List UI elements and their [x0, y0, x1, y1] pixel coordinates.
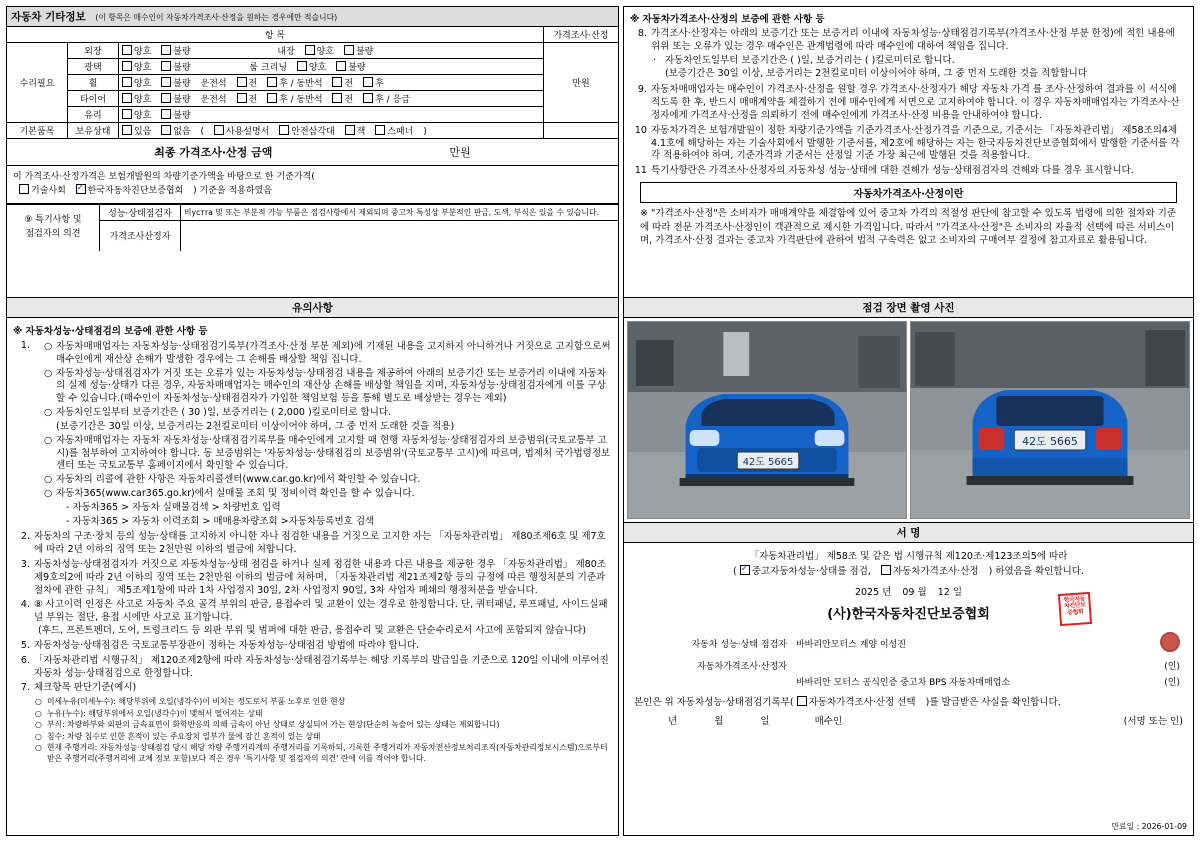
expiry-date: 만료일 : 2026-01-09 [1111, 822, 1187, 831]
etc-info-title-note: (이 항목은 매수인이 자동차가격조사·산정을 원하는 경우에만 적습니다) [95, 13, 338, 22]
opt-roomcleaning-good[interactable]: 양호 [297, 60, 326, 73]
label-tire-driver: 운전석 [200, 95, 227, 105]
opt-tire-good[interactable]: 양호 [122, 92, 151, 105]
photo-bar: 점검 장면 촬영 사진 [624, 298, 1193, 318]
col-price-header: 가격조사·산정 [543, 27, 618, 43]
opt-tire-pass-rear[interactable]: 후 / 응급 [363, 92, 410, 105]
cell-glass-opts [119, 107, 544, 123]
photo-section [623, 298, 1194, 523]
photo-front[interactable] [627, 321, 907, 519]
etc-info-section [6, 6, 619, 298]
opt-basis-kadga[interactable]: ✓ 한국자동차진단보증협회 [76, 184, 184, 198]
opt-basis-engineering[interactable]: 기술사회 [19, 184, 66, 198]
notice-section [6, 298, 619, 836]
notice-item-2: 2. 자동차의 구조·장치 등의 성능·상태를 고지하지 아니한 자나 점검한 내용을 거짓으로 고지한 자는 「자동차관리법」 제80조제6호 및 제7호에 따라 2년 이하의 징역 또는 2천만원 이하의 벌금에 처합니다. [20, 531, 606, 556]
cell-polish-label: 광택 [68, 59, 119, 75]
notice-item-3: 3. 자동차성능·상태점검자가 거짓으로 자동차성능·상태 점검을 하거나 실제 점검한 내용과 다른 내용을 제공한 경우 「자동차관리법」 제80조제9호의2에 따라 2년 이하의 징역 또는 2천만원 이하의 벌금에 처하며, 「자동차관리법 제21조제2항 등의 규정에 따른 행정처분의 기준과 절차에 관한 규칙」 제5조제1항에 따라 1차 사업정지 30일, 2차 사업정지 90일, 3차 사업자 폐쇄의 행정처분을 받습니다. [20, 559, 606, 596]
col-item-header: 항 목 [7, 27, 543, 43]
opt-tire-driver-rear[interactable]: 후 / 동반석 [267, 92, 323, 105]
opinion-table [7, 204, 618, 251]
opt-interior-good[interactable]: 양호 [305, 44, 334, 57]
etc-info-title [7, 7, 618, 27]
buyer-confirm-line: 본인은 위 자동차성능·상태점검기록부( 자동차가격조사·산정 선택 )를 발급받은 사실을 확인합니다. [634, 695, 1183, 710]
opt-jack[interactable]: 잭 [345, 124, 366, 137]
cell-exterior-opts [119, 43, 544, 59]
opt-exterior-good[interactable]: 양호 [122, 44, 151, 57]
signature-row-appraiser: 자동차가격조사·산정자 (인) [697, 661, 1180, 672]
buyer-sign-line: 년 월 일 매수인 (서명 또는 인) [667, 715, 1183, 727]
final-price-unit: 만원 [449, 146, 471, 159]
opt-wheel-driver-front[interactable]: 전 [237, 76, 258, 89]
opt-performance-check[interactable]: ✓ 중고자동차성능·상태를 점검, [740, 564, 871, 579]
cell-wheel-label: 휠 [68, 75, 119, 91]
opt-wheel-good[interactable]: 양호 [122, 76, 151, 89]
inspector-seal-icon [1125, 631, 1183, 658]
notice-item-7: 7. 체크항목 판단기준(예시) [20, 682, 137, 694]
opt-wheel-driver-rear[interactable]: 후 / 동반석 [267, 76, 323, 89]
opinion-value-appraiser[interactable] [181, 220, 618, 251]
etc-info-title-text: 자동차 기타정보 [11, 11, 86, 23]
cell-holding-label: 보유상태 [68, 123, 119, 139]
cell-roomcleaning-label: 룸 크리닝 [249, 63, 288, 73]
cell-interior-label: 내장 [277, 47, 295, 57]
opt-polish-good[interactable]: 양호 [122, 60, 151, 73]
opt-triangle[interactable]: 안전삼각대 [279, 124, 334, 137]
price-notice-item-8: 8. 가격조사·산정자는 아래의 보증기간 또는 보증거리 이내에 자동차성능·상태점검기록부(가격조사·산정 부분 한정)에 적힌 내용에 위위 또는 오류가 있는 경우 매수인은 관계법령에 따라 매수인에 대하여 책임을 집니다. · 자동차인도일부터 보증기간은 ( )일, 보증거리는 ( )킬로미터로 합니다. (보증기간은 30일 이상, 보증거리는 2천킬로미터 이상이어야 하며, 그 중 먼저 도래한 것을 적합합니다 [637, 28, 1175, 80]
svg-text:42도 5665: 42도 5665 [742, 456, 794, 469]
etc-info-table [7, 27, 618, 204]
row-label-basic-items: 기본품목 [7, 123, 68, 139]
photo-rear[interactable] [910, 321, 1190, 519]
price-notice-item-9: 9. 자동차매매업자는 매수인이 가격조사·산정을 원할 경우 가격조사·산정자가 해당 자동차 가격 를 조사·산정하여 결과를 이 서식에 적도록 한 후, 반드시 매매계약을 체결하기 전에 매수인에게 서면으로 고지하여야 합니다. 이 경우 자동차매매업자는 가격조사·산정자에게 가격조사·산정을 의뢰하기 전에 매수인에게 가격조사·산정 비용을 안내하여야 합니다. [637, 84, 1180, 121]
opt-tire-bad[interactable]: 불량 [161, 92, 190, 105]
price-notice-section [623, 6, 1194, 298]
notice-item-5: 5. 자동차성능·상태점검은 국토교통부장관이 정하는 자동차성능·상태점검 방법에 따라야 합니다. [20, 639, 420, 651]
price-unit-cell [543, 43, 618, 123]
signature-row-inspector: 자동차 성능·상태 점검자 바바리안모터스 계양 이성진 [634, 631, 1183, 658]
cell-tire-label: 타이어 [68, 91, 119, 107]
price-notice-list [630, 28, 1187, 178]
signature-rows [634, 631, 1183, 691]
signature-date: 2025 년 09 월 12 일 [854, 587, 963, 599]
notice-sub-1: ○ 자동차매매업자는 자동차성능·상태점검기록부(가격조사·산정 부분 제외)에 기재된 내용을 고지하지 아니하거나 거짓으로 고지함으로써 매수인에게 재산상 손해가 발생한 경우에는 그 손해를 배상할 책임 집니다. ○ 자동차성능·상태점검자가 거짓 또는 오류가 있는 자동차성능·상태점검 내용을 제공하여 아래의 보증기간 또는 보증거리 이내에 자동차의 실제 성능·상태가 다른 경우, 자동차매매업자는 매수인의 재산상 손해를 배상할 책임을 지며, 자동차성능·상태점검자에게 이를 구상할 수 있습니다.(매수인이 자동차성능·상태점검자가 가입한 책임보험 등을 통해 별도로 배상받는 경우는 제외) ○ 자동차인도일부터 보증기간은 ( 30 )일, 보증거리는 ( 2,000 )킬로미터로 합니다. (보증기간은 30일 이상, 보증거리는 2천킬로미터 이상이어야 하며, 그 중 먼저 도래한 것을 적용) ○ 자동차매매업자는 자동차 자동차성능·상태점검기록부를 매수인에게 고지할 때 현행 자동차성능·상태점검자의 보증범위(국토교통부 고시)를 첨부하여 고지하여야 합니다. 동 보증범위는 '자동차성능·상태점검의 보증범위'(국토교통부 고시)에 따르며, 법제처 국가법령정보센터 또는 국토교통부 홈페이지에서 확인할 수 있습니다. ○ 자동차의 리콜에 관한 사항은 자동차리콜센터(www.car.go.kr)에서 확인할 수 있습니다. ○ 자동차365(www.car365.go.kr)에서 실매물 조회 및 정비이력 확인을 할 수 있습니다. - 자동차365 > 자동차 실매물검색 > 차량번호 입력 - 자동차365 > 자동차 이력조회 > 매매용차량조회 >자동차등록번호 검색 [44, 341, 611, 527]
opt-glass-good[interactable]: 양호 [122, 108, 151, 121]
opt-roomcleaning-bad[interactable]: 불량 [336, 60, 365, 73]
opt-manual[interactable]: 사용설명서 [214, 124, 269, 137]
appraisal-definition-text: ※ "가격조사·산정"은 소비자가 매매계약을 체결함에 있어 중고차 가격의 적절성 판단에 참고할 수 있도록 법령에 의한 절차와 기준에 따라 전문 가격조사·산정인이 객관적으로 제시한 가격입니다. 따라서 "가격조사·산정"은 소비자의 자율적 선택에 따른 서비스이며, 가격조사·산정 결과는 중고차 가격판단에 관하여 법적 구속력은 없고 소비자의 구매여부 결정에 참고자료로 활용됩니다. [639, 207, 1177, 247]
basis-text: 이 가격조사·산정가격은 보험개발원의 차량기준가액을 바탕으로 한 기준가격( [13, 172, 315, 182]
signature-bar: 서 명 [624, 523, 1193, 543]
notice-item-6: 6. 「자동차관리법 시행규칙」 제120조제2항에 따라 자동차성능·상태점검기록부는 해당 기록부의 발급일을 기준으로 120일 이내에 이루어진 자동차 성능·상태점검으로 한정합니다. [20, 654, 609, 679]
opt-holding-no[interactable]: 없음 [161, 124, 190, 137]
date-year: 2025 [854, 587, 880, 599]
final-price-row [7, 139, 618, 166]
row-label-repair: 수리필요 [7, 43, 68, 123]
left-column [6, 6, 619, 836]
example-list: ○ 미세누유(미세누수): 해당부위에 오일(냉각수)이 비치는 정도로서 부품 노후로 인한 현상 ○ 누유(누수): 해당부위에서 오일(냉각수)이 맺혀서 떨어져는 상태 ○ 부식: 차량하부와 외판의 금속표면이 화학반응의 의해 금속이 아닌 상태로 상실되어 가는 현상(단순히 녹슬어 있는 상태는 제외합니다) ○ 침수: 차량 침수로 인한 흔적이 있는 주요장치 일부가 물에 잠긴 흔적이 있는 상태 ○ 현재 주행거리: 자동차성능·상태점검 당시 해당 차량 주행거리계의 주행거리를 기록하되, 기록한 주행거리가 자동차전산정보처리조직(자동차관리정보시스템)으로부터 받은 주행거리(주행거리에 교체 정보 포함)보다 적은 경우 '특기사항 및 점검자의 의견' 란에 이를 적어야 합니다. [35, 697, 608, 763]
cell-glass-label: 유리 [68, 107, 119, 123]
final-price-label: 최종 가격조사·산정 금액 [154, 146, 273, 159]
cell-basic-items-opts: 있음 없음 ( 사용설명서 안전삼각대 잭 스패너 ) [119, 123, 544, 139]
opt-spanner[interactable]: 스패너 [375, 124, 413, 137]
organization-seal-icon: 한국자동차진단보증협회 [1058, 591, 1092, 625]
cell-tire-opts [119, 91, 544, 107]
notice-item-1: 1. ○ 자동차매매업자는 자동차성능·상태점검기록부(가격조사·산정 부분 제외)에 기재된 내용을 고지하지 아니하거나 거짓으로 고지함으로써 매수인에게 재산상 손해가 발생한 경우에는 그 손해를 배상할 책임 집니다. ○ 자동차성능·상태점검자가 거짓 또는 오류가 있는 자동차성능·상태점검 내용을 제공하여 아래의 보증기간 또는 보증거리 이내에 자동차의 실제 성능·상태가 다른 경우, 자동차매매업자는 매수인의 재산상 손해를 배상할 책임을 지며, 자동차성능·상태점검자에게 이를 구상할 수 있습니다.(매수인이 자동차성능·상태점검자가 가입한 책임보험 등을 통해 별도로 배상받는 경우는 제외) ○ 자동차인도일부터 보증기간은 ( 30 )일, 보증거리는 ( 2,000 )킬로미터로 합니다. (보증기간은 30일 이상, 보증거리는 2천킬로미터 이상이어야 하며, 그 중 먼저 도래한 것을 적용) ○ 자동차매매업자는 자동차 자동차성능·상태점검기록부를 매수인에게 고지할 때 현행 자동차성능·상태점검자의 보증범위(국토교통부 고시)를 첨부하여 고지하여야 합니다. 동 보증범위는 '자동차성능·상태점검의 보증범위'(국토교통부 고시)에 따르며, 법제처 국가법령정보센터 또는 국토교통부 홈페이지에서 확인할 수 있습니다. ○ 자동차의 리콜에 관한 사항은 자동차리콜센터(www.car.go.kr)에서 확인할 수 있습니다. ○ 자동차365(www.car365.go.kr)에서 실매물 조회 및 정비이력 확인을 할 수 있습니다. - 자동차365 > 자동차 실매물검색 > 차량번호 입력 - 자동차365 > 자동차 이력조회 > 매매용차량조회 >자동차등록번호 검색 [20, 340, 611, 527]
opt-polish-bad[interactable]: 불량 [161, 60, 190, 73]
date-month: 09 [902, 587, 915, 599]
date-day: 12 [937, 587, 950, 599]
price-notice-item-10: 10 자동차가격은 보험개발원이 정한 차량기준가액을 기준가격조사·산정가격을 기준으로, 기준서는 「자동차관리법」 제58조의4제4.1호에 해당하는 자는 기술사회에서 발행한 기준서를, 제2호에 해당하는 자는 한국자동차진단보증협회에서 발행한 기준서를 각각 적용하여야 하며, 기준가격과 기준서는 산정일 기준 가장 최근에 발행된 것을 적용합니다. [634, 124, 1180, 162]
notice-item-4: 4. ⑧ 사고이력 인정은 사고로 자동차 주요 골격 부위의 판금, 용접수리 및 교환이 있는 경우로 한정합니다. 단, 쿼터패널, 루프패널, 사이드실패널 부위는 절단, 용접 시에만 사고로 표기합니다. (후드, 프론트펜더, 도어, 트렁크리드 등 외판 부위 및 범퍼에 대한 판금, 용접수리 및 교환은 단순수리로서 사고에 포함되지 않습니다) [20, 599, 608, 637]
price-unit: 만원 [572, 79, 590, 89]
signature-row-dealer: 바바리안 모터스 공식인증 중고차 BPS 자동차매매업소 (인) [795, 678, 1180, 689]
opt-buyer-appraisal[interactable]: 자동차가격조사·산정 선택 [797, 695, 916, 710]
opt-wheel-pass-front[interactable]: 전 [332, 76, 353, 89]
svg-text:42도 5665: 42도 5665 [1022, 434, 1078, 449]
opinion-key-inspector: 성능·상태점검자 [100, 204, 181, 220]
signature-confirm-line: ( ✓ 중고자동차성능·상태를 점검, 자동차가격조사·산정 ) 하였음을 확인합니다. [634, 564, 1183, 579]
organization-name: (사)한국자동차진단보증협회 한국자동차진단보증협회 [634, 605, 1183, 626]
opt-glass-bad[interactable]: 불량 [161, 108, 190, 121]
photo-rear-image [911, 322, 1189, 518]
basic-items-price [543, 123, 618, 139]
photo-front-image [628, 322, 906, 518]
opt-wheel-pass-rear[interactable]: 후 [363, 76, 384, 89]
opinion-value-inspector: 비устra 및 또는 부분적 가능 부품은 점검사항에서 제외되며 중고차 특성상 부분적인 판금, 도색, 부식은 있을 수 있습니다. [181, 204, 618, 220]
label-wheel-driver: 운전석 [200, 79, 227, 89]
notice-heading: ※ 자동차성능·상태점검의 보증에 관한 사항 등 [13, 326, 208, 337]
opt-interior-bad[interactable]: 불량 [344, 44, 373, 57]
price-notice-item-11: 11 특기사항란은 가격조사·산정자의 자동차성 성능·상태에 대한 견해가 성능·상태점검자의 견해와 다를 경우 표시합니다. [634, 165, 1134, 177]
opt-exterior-bad[interactable]: 불량 [161, 44, 190, 57]
basis-row [7, 166, 618, 204]
basis-tail: ) 기준을 적용하였음 [193, 186, 272, 197]
cell-polish-opts [119, 59, 544, 75]
notice-list [13, 340, 612, 695]
notice-bar: 유의사항 [7, 298, 618, 318]
signature-section [623, 523, 1194, 836]
cell-exterior-label: 외장 [68, 43, 119, 59]
opt-holding-yes[interactable]: 있음 [122, 124, 151, 137]
cell-wheel-opts [119, 75, 544, 91]
right-column [623, 6, 1194, 836]
opt-tire-driver-front[interactable]: 전 [237, 92, 258, 105]
opt-tire-pass-front[interactable]: 전 [332, 92, 353, 105]
opt-price-appraisal[interactable]: 자동차가격조사·산정 [881, 564, 979, 579]
opinion-label: ⑨ 특기사항 및 점검자의 의견 [7, 204, 100, 251]
opinion-key-appraiser: 가격조사산정자 [100, 220, 181, 251]
appraisal-definition-title: 자동차가격조사·산정이란 [640, 182, 1177, 203]
price-notice-heading: ※ 자동차가격조사·산정의 보증에 관한 사항 등 [629, 14, 825, 25]
opt-wheel-bad[interactable]: 불량 [161, 76, 190, 89]
signature-law-line: 「자동차관리법」 제58조 및 같은 법 시행규칙 제120조·제123조의5에 따라 [749, 551, 1068, 562]
